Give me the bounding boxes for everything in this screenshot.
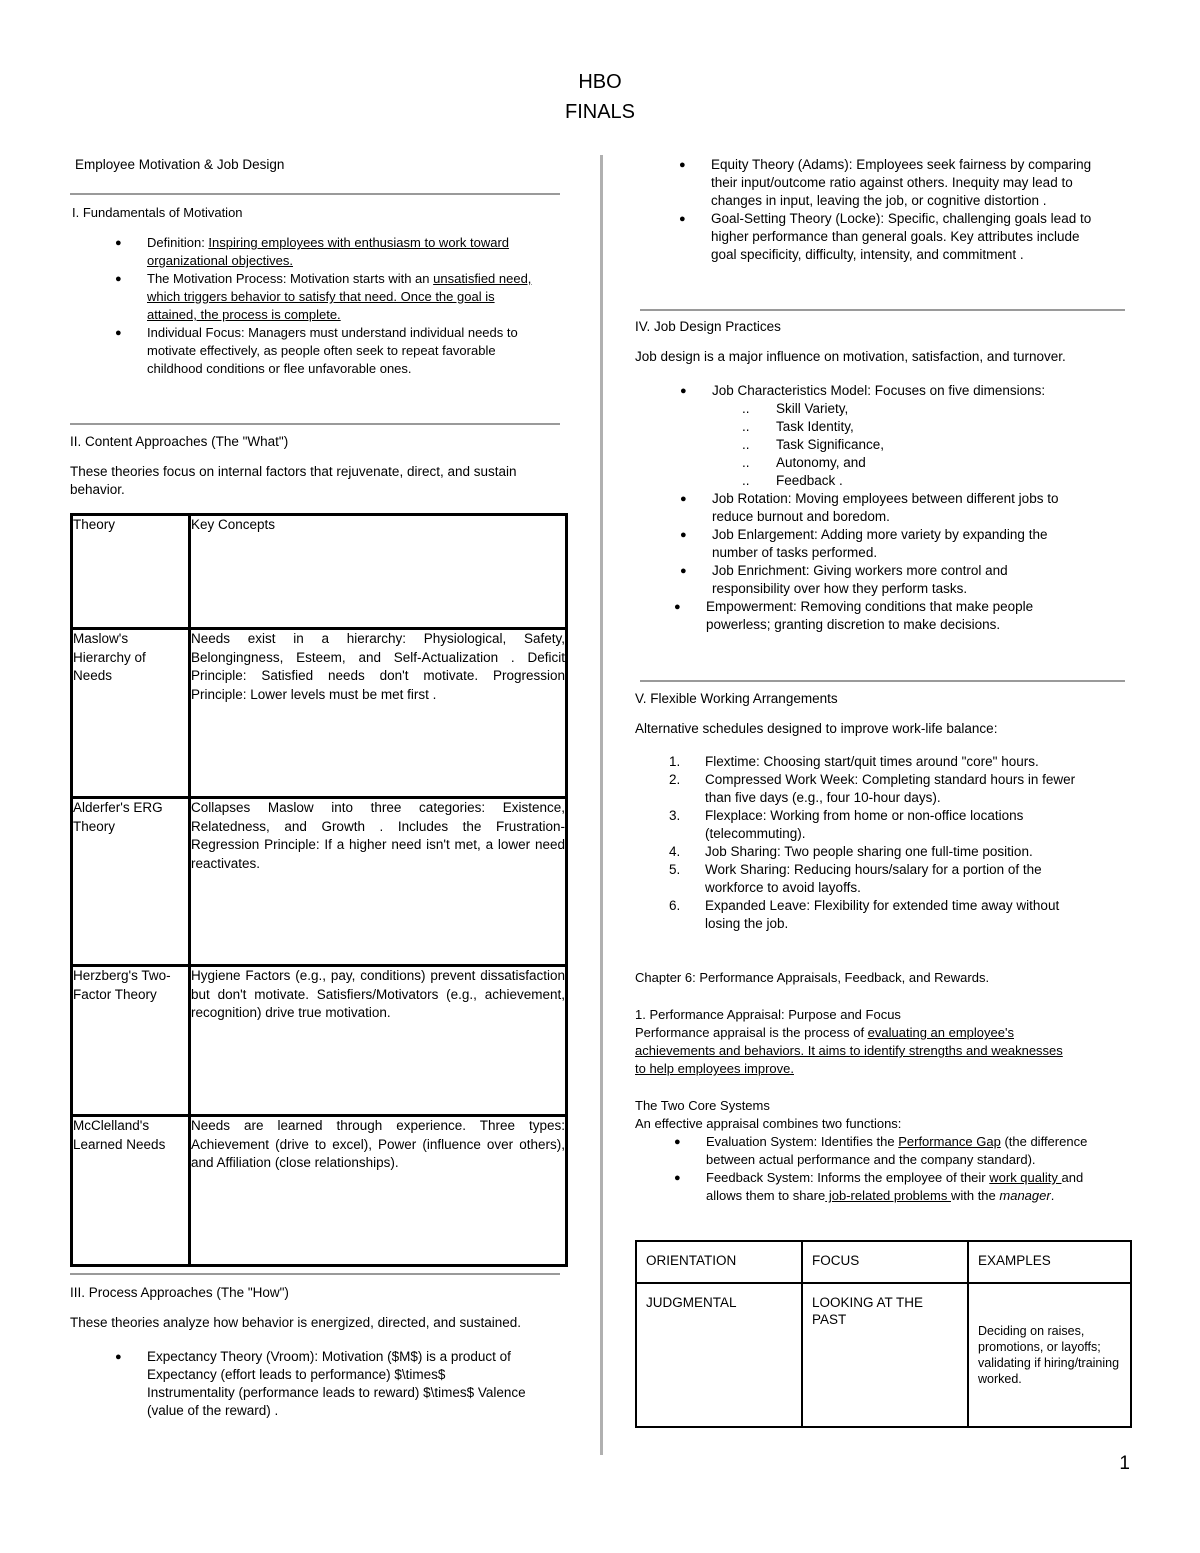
bullet-text: The Motivation Process: Motivation starts with an: [147, 271, 434, 286]
bullet-icon: ●: [115, 273, 122, 285]
divider: [70, 1273, 560, 1275]
divider: [640, 680, 1125, 682]
bullet-icon: ●: [115, 237, 122, 249]
list-item: [679, 210, 1131, 264]
table-cell: LOOKING AT THE PAST: [802, 1283, 968, 1427]
concepts-cell: Needs are learned through experience. Three types: Achievement (drive to excel), Power (influence over others), and Affiliation (close relationships).: [190, 1116, 567, 1266]
underlined-text: unsatisfied need,: [433, 271, 532, 286]
list-item: [680, 382, 1132, 400]
table-header-row: [636, 1241, 1131, 1283]
bullet-text: Goal-Setting Theory (Locke): Specific, challenging goals lead to: [711, 211, 1092, 226]
item-text: losing the job.: [705, 916, 789, 931]
numbered-item: [669, 771, 1139, 807]
bullet-icon: ●: [674, 601, 681, 613]
dimension-text: Task Significance,: [776, 437, 885, 452]
table-row: [72, 1116, 567, 1266]
bullet-text: Job Enlargement: Adding more variety by expanding the: [712, 527, 1048, 542]
bullet-text: their input/outcome ratio against others. Inequity may lead to: [711, 175, 1073, 190]
list-item: [115, 324, 567, 378]
item-text: Work Sharing: Reducing hours/salary for a portion of the: [705, 862, 1042, 877]
bullet-text: allows them to share: [706, 1188, 826, 1203]
bullet-text: responsibility over how they perform tasks.: [712, 581, 968, 596]
table-header-cell: FOCUS: [802, 1241, 968, 1283]
doc-title-line2: FINALS: [564, 101, 636, 123]
bullet-icon: ●: [680, 565, 687, 577]
two-core-heading: The Two Core Systems: [635, 1098, 770, 1113]
heading-flexible-work: V. Flexible Working Arrangements: [635, 691, 838, 706]
list-item: [674, 598, 1132, 634]
numbered-item: [669, 753, 1139, 771]
bullet-text: Equity Theory (Adams): Employees seek fairness by comparing: [711, 157, 1092, 172]
bullet-text: with the: [950, 1188, 1000, 1203]
table-cell: JUDGMENTAL: [636, 1283, 802, 1427]
bullet-icon: ●: [680, 385, 687, 397]
bullet-text: Job Characteristics Model: Focuses on five dimensions:: [712, 383, 1046, 398]
process-intro: These theories analyze how behavior is energized, directed, and sustained.: [70, 1315, 522, 1330]
bullet-text: Expectancy Theory (Vroom): Motivation ($M$) is a product of: [147, 1349, 511, 1364]
section-title: Employee Motivation & Job Design: [75, 157, 285, 172]
bullet-text: Individual Focus: Managers must understand individual needs to: [147, 325, 518, 340]
item-number: 1.: [669, 754, 681, 769]
theory-cell: Alderfer's ERG Theory: [72, 798, 190, 966]
bullet-icon: ●: [680, 529, 687, 541]
underlined-text: job-related problems: [825, 1188, 951, 1203]
bullet-icon: ●: [115, 1351, 122, 1363]
bullet-text: motivate effectively, as people often seek to repeat favorable: [147, 343, 496, 358]
item-text: than five days (e.g., four 10-hour days).: [705, 790, 941, 805]
italic-text: manager: [999, 1188, 1051, 1203]
theory-cell: McClelland's Learned Needs: [72, 1116, 190, 1266]
content-theories-table: [70, 513, 568, 1267]
sub-bullet-marker: ..: [742, 473, 750, 488]
list-item: [680, 562, 1132, 598]
two-core-intro: An effective appraisal combines two functions:: [635, 1116, 902, 1131]
bullet-text: Feedback System: Informs the employee of their: [706, 1170, 990, 1185]
dimension-text: Autonomy, and: [776, 455, 866, 470]
sub-bullet-marker: ..: [742, 401, 750, 416]
divider: [640, 309, 1125, 311]
table-header-cell: ORIENTATION: [636, 1241, 802, 1283]
list-item: [679, 156, 1131, 210]
bullet-text: (the difference: [1000, 1134, 1088, 1149]
chapter-heading: Chapter 6: Performance Appraisals, Feedback, and Rewards.: [635, 970, 990, 985]
concepts-cell: Needs exist in a hierarchy: Physiological, Safety, Belongingness, Esteem, and Self-Actualization . Deficit Principle: Satisfied needs don't motivate. Progression Principle: Lower levels must be met first .: [190, 629, 567, 798]
bullet-text: and: [1061, 1170, 1084, 1185]
item-text: Compressed Work Week: Completing standard hours in fewer: [705, 772, 1076, 787]
bullet-text: childhood conditions or flee unfavorable ones.: [147, 361, 412, 376]
process-list-continued: [679, 156, 1131, 264]
bullet-label: Definition:: [147, 235, 209, 250]
column-divider: [600, 155, 603, 1455]
bullet-text: reduce burnout and boredom.: [712, 509, 890, 524]
item-text: (telecommuting).: [705, 826, 806, 841]
job-design-intro: Job design is a major influence on motivation, satisfaction, and turnover.: [635, 349, 1066, 364]
heading-fundamentals: I. Fundamentals of Motivation: [72, 205, 243, 220]
table-row: [636, 1283, 1131, 1427]
heading-job-design: IV. Job Design Practices: [635, 319, 781, 334]
bullet-text: Expectancy (effort leads to performance) $\times$: [147, 1367, 446, 1382]
concepts-cell: Hygiene Factors (e.g., pay, conditions) prevent dissatisfaction but don't motivate. Satisfiers/Motivators (e.g., achievement, recognition) drive true motivation.: [190, 966, 567, 1116]
numbered-item: [669, 897, 1139, 933]
fundamentals-list: [115, 234, 567, 378]
underlined-text: to help employees improve.: [635, 1061, 794, 1076]
item-number: 3.: [669, 808, 681, 823]
appraisal-orientation-table: [635, 1240, 1132, 1428]
dimension-text: Task Identity,: [776, 419, 854, 434]
underlined-text: attained, the process is complete.: [147, 307, 341, 322]
sub-bullet-marker: ..: [742, 437, 750, 452]
content-intro: These theories focus on internal factors that rejuvenate, direct, and sustain behavior.: [70, 464, 517, 497]
theory-cell: Maslow's Hierarchy of Needs: [72, 629, 190, 798]
heading-content-approaches: II. Content Approaches (The "What"): [70, 434, 289, 449]
bullet-text: Empowerment: Removing conditions that make people: [706, 599, 1034, 614]
page-number: 1: [1119, 1453, 1130, 1474]
list-item: [680, 490, 1132, 526]
appraisal-heading: 1. Performance Appraisal: Purpose and Focus: [635, 1007, 901, 1022]
underlined-text: work quality: [989, 1170, 1062, 1185]
table-cell: Deciding on raises, promotions, or layoffs; validating if hiring/training worked.: [968, 1283, 1131, 1427]
job-design-list: [674, 382, 1132, 634]
dimension-item: [712, 472, 1132, 490]
list-item: [674, 1169, 1136, 1205]
item-number: 6.: [669, 898, 681, 913]
table-row: [72, 629, 567, 798]
item-text: Flextime: Choosing start/quit times around "core" hours.: [705, 754, 1039, 769]
bullet-icon: ●: [679, 159, 686, 171]
bullet-text: (value of the reward) .: [147, 1403, 279, 1418]
dimension-text: Skill Variety,: [776, 401, 849, 416]
list-item: [115, 270, 567, 324]
item-number: 5.: [669, 862, 681, 877]
divider: [70, 423, 560, 425]
flexible-list: [669, 753, 1139, 933]
table-header-cell: EXAMPLES: [968, 1241, 1131, 1283]
bullet-icon: ●: [115, 327, 122, 339]
item-text: Job Sharing: Two people sharing one full-time position.: [705, 844, 1033, 859]
sub-bullet-marker: ..: [742, 455, 750, 470]
divider: [70, 193, 560, 195]
table-header-cell: Key Concepts: [190, 515, 567, 629]
bullet-icon: ●: [674, 1172, 681, 1184]
core-systems-list: [674, 1133, 1136, 1205]
heading-process-approaches: III. Process Approaches (The "How"): [70, 1285, 289, 1300]
underlined-text: which triggers behavior to satisfy that need. Once the goal is: [147, 289, 495, 304]
list-item: [680, 526, 1132, 562]
dimension-item: [712, 400, 1132, 418]
bullet-text: Evaluation System: Identifies the: [706, 1134, 899, 1149]
item-number: 2.: [669, 772, 681, 787]
bullet-text: changes in input, leaving the job, or cognitive distortion .: [711, 193, 1047, 208]
item-text: Expanded Leave: Flexibility for extended time away without: [705, 898, 1060, 913]
appraisal-paragraph: [635, 1024, 1135, 1078]
bullet-icon: ●: [679, 213, 686, 225]
bullet-text: Job Rotation: Moving employees between different jobs to: [712, 491, 1059, 506]
bullet-icon: ●: [680, 493, 687, 505]
table-header-cell: Theory: [72, 515, 190, 629]
item-number: 4.: [669, 844, 681, 859]
table-row: [72, 798, 567, 966]
table-header-row: [72, 515, 567, 629]
dimension-item: [712, 454, 1132, 472]
list-item: [115, 234, 567, 270]
bullet-icon: ●: [674, 1136, 681, 1148]
bullet-text: Job Enrichment: Giving workers more control and: [712, 563, 1008, 578]
bullet-text: number of tasks performed.: [712, 545, 878, 560]
sub-bullet-marker: ..: [742, 419, 750, 434]
dimension-text: Feedback .: [776, 473, 843, 488]
flexible-intro: Alternative schedules designed to improve work-life balance:: [635, 721, 998, 736]
bullet-text: goal specificity, difficulty, intensity, and commitment .: [711, 247, 1024, 262]
table-row: [72, 966, 567, 1116]
list-item: [115, 1348, 567, 1420]
numbered-item: [669, 843, 1139, 861]
theory-cell: Herzberg's Two-Factor Theory: [72, 966, 190, 1116]
underlined-text: Inspiring employees with enthusiasm to work toward: [208, 235, 510, 250]
list-item: [674, 1133, 1136, 1169]
bullet-text: powerless; granting discretion to make decisions.: [706, 617, 1001, 632]
doc-title-line1: HBO: [578, 71, 622, 93]
paragraph-text: Performance appraisal is the process of: [635, 1025, 868, 1040]
underlined-text: achievements and behaviors. It aims to identify strengths and weaknesses: [635, 1043, 1063, 1058]
dimension-item: [712, 418, 1132, 436]
item-text: Flexplace: Working from home or non-office locations: [705, 808, 1024, 823]
bullet-text: between actual performance and the company standard).: [706, 1152, 1036, 1167]
bullet-text: higher performance than general goals. Key attributes include: [711, 229, 1080, 244]
numbered-item: [669, 807, 1139, 843]
process-list: [115, 1348, 567, 1420]
underlined-text: Performance Gap: [898, 1134, 1001, 1149]
concepts-cell: Collapses Maslow into three categories: Existence, Relatedness, and Growth . Includes the Frustration-Regression Principle: If a higher need isn't met, a lower need reactivates.: [190, 798, 567, 966]
underlined-text: evaluating an employee's: [867, 1025, 1014, 1040]
underlined-text: organizational objectives.: [147, 253, 293, 268]
item-text: workforce to avoid layoffs.: [705, 880, 861, 895]
bullet-text: Instrumentality (performance leads to reward) $\times$ Valence: [147, 1385, 526, 1400]
numbered-item: [669, 861, 1139, 897]
dimension-item: [712, 436, 1132, 454]
bullet-text: .: [1050, 1188, 1055, 1203]
